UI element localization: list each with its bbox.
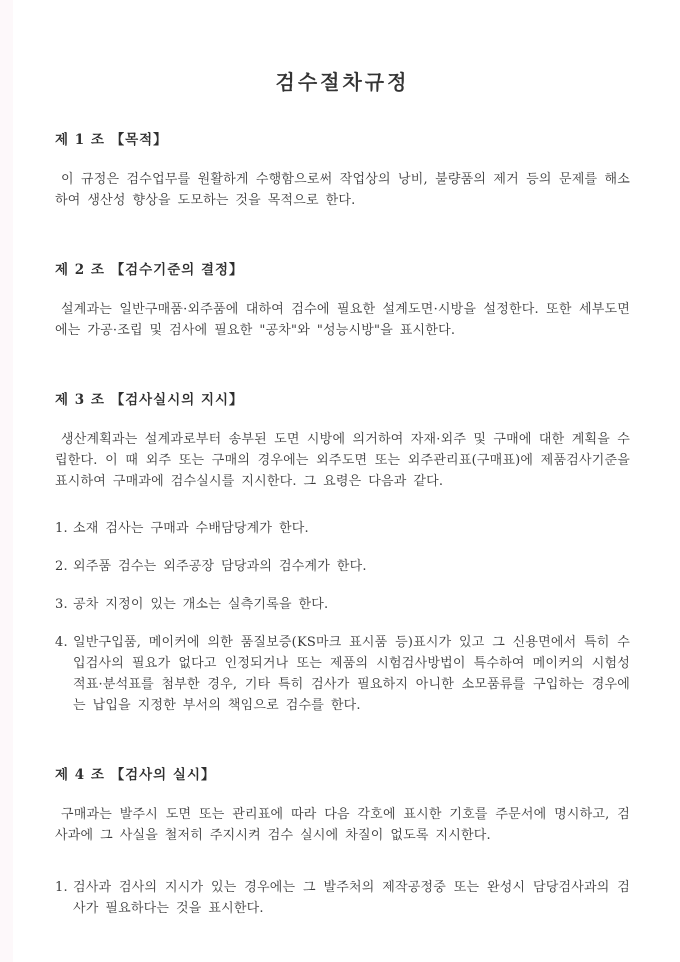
article-1-heading: 제 1 조 【목적】 bbox=[55, 132, 168, 148]
list-item-marker: 1. bbox=[55, 880, 68, 895]
list-item-text: 외주품 검수는 외주공장 담당과의 검수계가 한다. bbox=[73, 559, 367, 574]
list-item bbox=[55, 632, 630, 716]
article-2 bbox=[55, 258, 630, 341]
list-item-text: 일반구입품, 메이커에 의한 품질보증(KS마크 표시품 등)표시가 있고 그 신용면에서 특히 수입검사의 필요가 없다고 인정되거나 또는 제품의 시험검사방법이 특수하여 메이커의 시험성적표·분석표를 첨부한 경우, 기타 특히 검사가 필요하지 아니한 소모품류를 구입하는 경우에는 납입을 지정한 부서의 책임으로 검수를 한다. bbox=[73, 635, 630, 713]
article-4-heading: 제 4 조 【검사의 실시】 bbox=[55, 767, 216, 783]
article-3-heading: 제 3 조 【검사실시의 지시】 bbox=[55, 392, 244, 408]
list-item-text: 소재 검사는 구매과 수배담당계가 한다. bbox=[73, 521, 309, 536]
article-3-paragraph: 생산계획과는 설계과로부터 송부된 도면 시방에 의거하여 자재·외주 및 구매에 대한 계획을 수립한다. 이 때 외주 또는 구매의 경우에는 외주도면 또는 외주관리표(구매표)에 제품검사기준을 표시하여 구매과에 검수실시를 지시한다. 그 요령은 다음과 같다. bbox=[55, 432, 630, 489]
article-1-paragraph: 이 규정은 검수업무를 원활하게 수행함으로써 작업상의 낭비, 불량품의 제거 등의 문제를 해소하여 생산성 향상을 도모하는 것을 목적으로 한다. bbox=[55, 172, 630, 208]
article-1 bbox=[55, 128, 630, 211]
article-2-heading: 제 2 조 【검수기준의 결정】 bbox=[55, 262, 244, 278]
list-item bbox=[55, 877, 630, 919]
list-item bbox=[55, 518, 630, 539]
list-item-marker: 4. bbox=[55, 635, 68, 650]
article-2-paragraph: 설계과는 일반구매품·외주품에 대하여 검수에 필요한 설계도면·시방을 설정한다. 또한 세부도면에는 가공·조립 및 검사에 필요한 "공차"와 "성능시방"을 표시한다. bbox=[55, 302, 630, 338]
list-item bbox=[55, 556, 630, 577]
list-item-marker: 2. bbox=[55, 559, 68, 574]
article-3-item-list bbox=[55, 518, 630, 716]
document-title: 검수절차규정 bbox=[275, 70, 410, 94]
page-left-edge bbox=[0, 0, 13, 962]
list-item-text: 검사과 검사의 지시가 있는 경우에는 그 발주처의 제작공정중 또는 완성시 담당검사과의 검사가 필요하다는 것을 표시한다. bbox=[73, 880, 630, 916]
list-item-text: 공차 지정이 있는 개소는 실측기록을 한다. bbox=[73, 597, 329, 612]
article-3 bbox=[55, 388, 630, 716]
list-item-marker: 1. bbox=[55, 521, 68, 536]
article-4 bbox=[55, 763, 630, 919]
list-item-marker: 3. bbox=[55, 597, 68, 612]
list-item bbox=[55, 594, 630, 615]
article-4-item-list bbox=[55, 877, 630, 919]
article-4-paragraph: 구매과는 발주시 도면 또는 관리표에 따라 다음 각호에 표시한 기호를 주문서에 명시하고, 검사과에 그 사실을 철저히 주지시켜 검수 실시에 차질이 없도록 지시한다. bbox=[55, 807, 630, 843]
